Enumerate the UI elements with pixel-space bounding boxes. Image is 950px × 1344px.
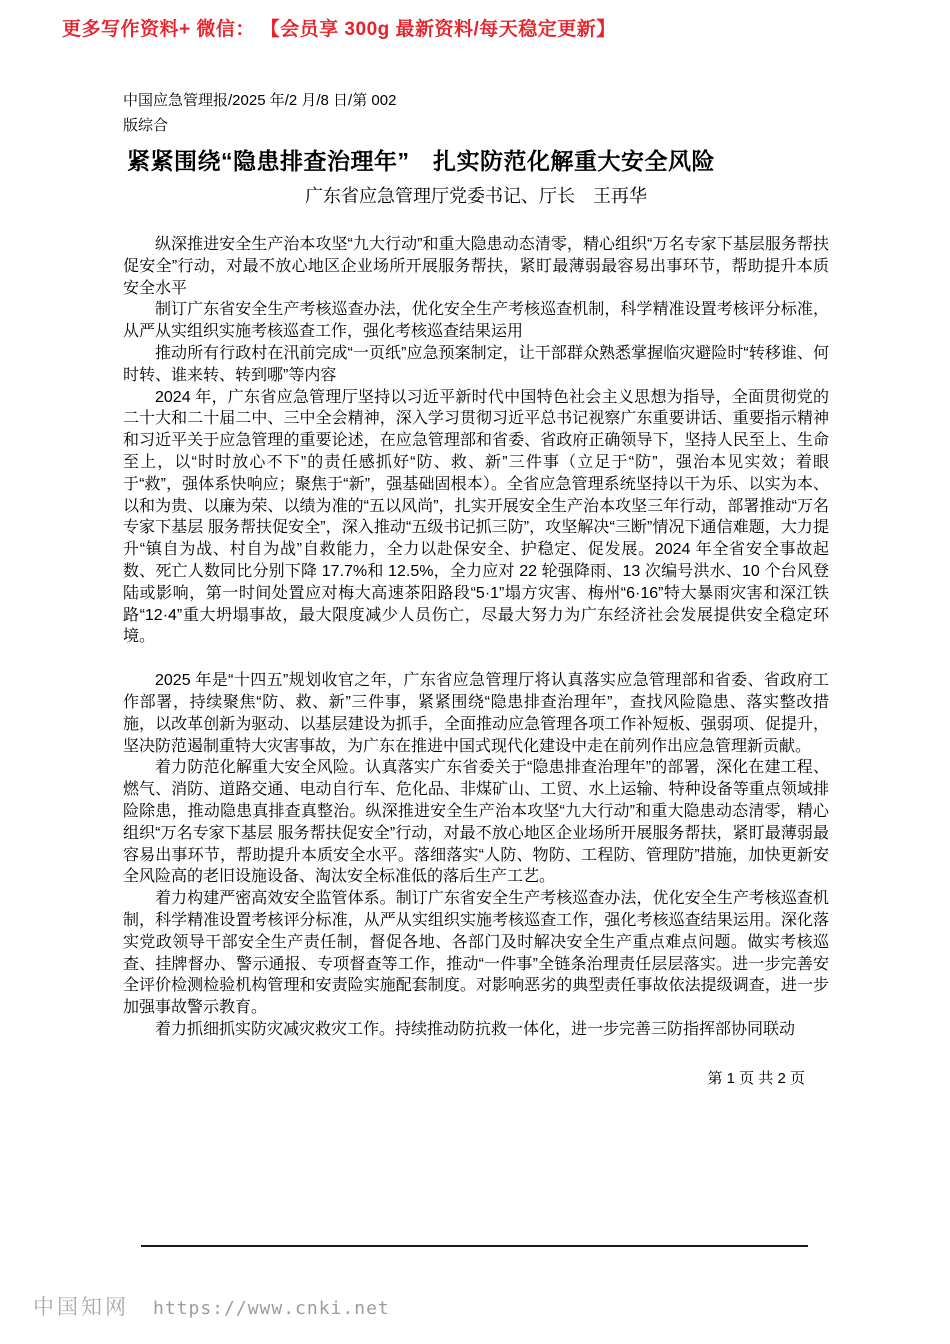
- paragraph: 推动所有行政村在汛前完成“一页纸”应急预案制定，让干部群众熟悉掌握临灾避险时“转移谁、何时转、谁来转、转到哪”等内容: [123, 344, 829, 384]
- cnki-logo-text: 中国知网: [33, 1295, 129, 1319]
- source-info: [123, 88, 829, 138]
- paragraph: 着力构建严密高效安全监管体系。制订广东省安全生产考核巡查办法，优化安全生产考核巡查机制，科学精准设置考核评分标准，从严从实组织实施考核巡查工作，强化考核巡查结果运用。深化落实党政领导干部安全生产责任制，督促各地、各部门及时解决安全生产重点难点问题。做实考核巡查、挂牌督办、警示通报、专项督查等工作，推动“一件事”全链条治理责任层层落实。进一步完善安全评价检测检验机构管理和安责险实施配套制度。对影响恶劣的典型责任事故依法提级调查，进一步加强事故警示教育。: [123, 890, 829, 1017]
- paragraph: 着力抓细抓实防灾减灾救灾工作。持续推动防抗救一体化，进一步完善三防指挥部协同联动: [155, 1020, 796, 1038]
- footer-divider: [141, 1245, 808, 1247]
- paragraph: 2025 年是“十四五”规划收官之年，广东省应急管理厅将认真落实应急管理部和省委、省政府工作部署，持续聚焦“防、救、新”三件事，紧紧围绕“隐患排查治理年”，查找风险隐患、落实整改措施，以改革创新为驱动、以基层建设为抓手，全面推动应急管理各项工作补短板、强弱项、促提升，坚决防范遏制重特大灾害事故，为广东在推进中国式现代化建设中走在前列作出应急管理新贡献。: [123, 672, 829, 755]
- source-line-1: 中国应急管理报/2025 年/2 月/8 日/第 002: [123, 92, 397, 109]
- cnki-watermark: [33, 1291, 390, 1321]
- paragraph: 纵深推进安全生产治本攻坚“九大行动”和重大隐患动态清零，精心组织“万名专家下基层服务帮扶促安全”行动，对最不放心地区企业场所开展服务帮扶，紧盯最薄弱最容易出事环节，帮助提升本质安全水平: [123, 236, 829, 297]
- article-body: [123, 234, 829, 1041]
- article-content: [123, 88, 829, 1088]
- paragraph: 着力防范化解重大安全风险。认真落实广东省委关于“隐患排查治理年”的部署，深化在建工程、燃气、消防、道路交通、电动自行车、危化品、非煤矿山、工贸、水上运输、特种设备等重点领域排险除患，推动隐患真排查真整治。纵深推进安全生产治本攻坚“九大行动”和重大隐患动态清零，精心组织“万名专家下基层 服务帮扶促安全”行动，对最不放心地区企业场所开展服务帮扶，紧盯最薄弱最容易出事环节，帮助提升本质安全水平。落细落实“人防、物防、工程防、管理防”措施，加快更新安全风险高的老旧设施设备、淘汰安全标准低的落后生产工艺。: [123, 759, 829, 886]
- article-title: 紧紧围绕“隐患排查治理年” 扎实防范化解重大安全风险: [127, 148, 715, 174]
- article-author: 广东省应急管理厅党委书记、厅长 王再华: [305, 186, 647, 206]
- paragraph: 制订广东省安全生产考核巡查办法，优化安全生产考核巡查机制，科学精准设置考核评分标准，从严从实组织实施考核巡查工作，强化考核巡查结果运用: [123, 301, 829, 341]
- page-indicator: 第 1 页 共 2 页: [707, 1069, 805, 1087]
- source-line-2: 版综合: [123, 117, 169, 134]
- paragraph: 2024 年，广东省应急管理厅坚持以习近平新时代中国特色社会主义思想为指导，全面贯彻党的二十大和二十届二中、三中全会精神，深入学习贯彻习近平总书记视察广东重要讲话、重要指示精神和习近平关于应急管理的重要论述，在应急管理部和省委、省政府正确领导下，坚持人民至上、生命至上，以“时时放心不下”的责任感抓好“防、救、新”三件事（立足于“防”，强治本见实效；着眼于“救”，强体系快响应；聚焦于“新”，强基础固根本）。全省应急管理系统坚持以干为乐、以实为本、以和为贵、以廉为荣、以绩为准的“五以风尚”，扎实开展安全生产治本攻坚三年行动，部署推动“万名专家下基层 服务帮扶促安全”，深入推动“五级书记抓三防”，攻坚解决“三断”情况下通信难题，大力提升“镇自为战、村自为战”自救能力，全力以赴保安全、护稳定、促发展。2024 年全省安全事故起数、死亡人数同比分别下降 17.7%和 12.5%，全力应对 22 轮强降雨、13 次编号洪水、10 个台风登陆或影响，第一时间处置应对梅大高速茶阳路段“5·1”塌方灾害、梅州“6·16”特大暴雨灾害和深江铁路“12·4”重大坍塌事故，最大限度减少人员伤亡，尽最大努力为广东经济社会发展提供安全稳定环境。: [123, 388, 829, 646]
- cnki-url: https://www.cnki.net: [153, 1298, 390, 1319]
- promo-banner-text: 更多写作资料+ 微信： 【会员享 300g 最新资料/每天稳定更新】: [62, 19, 616, 40]
